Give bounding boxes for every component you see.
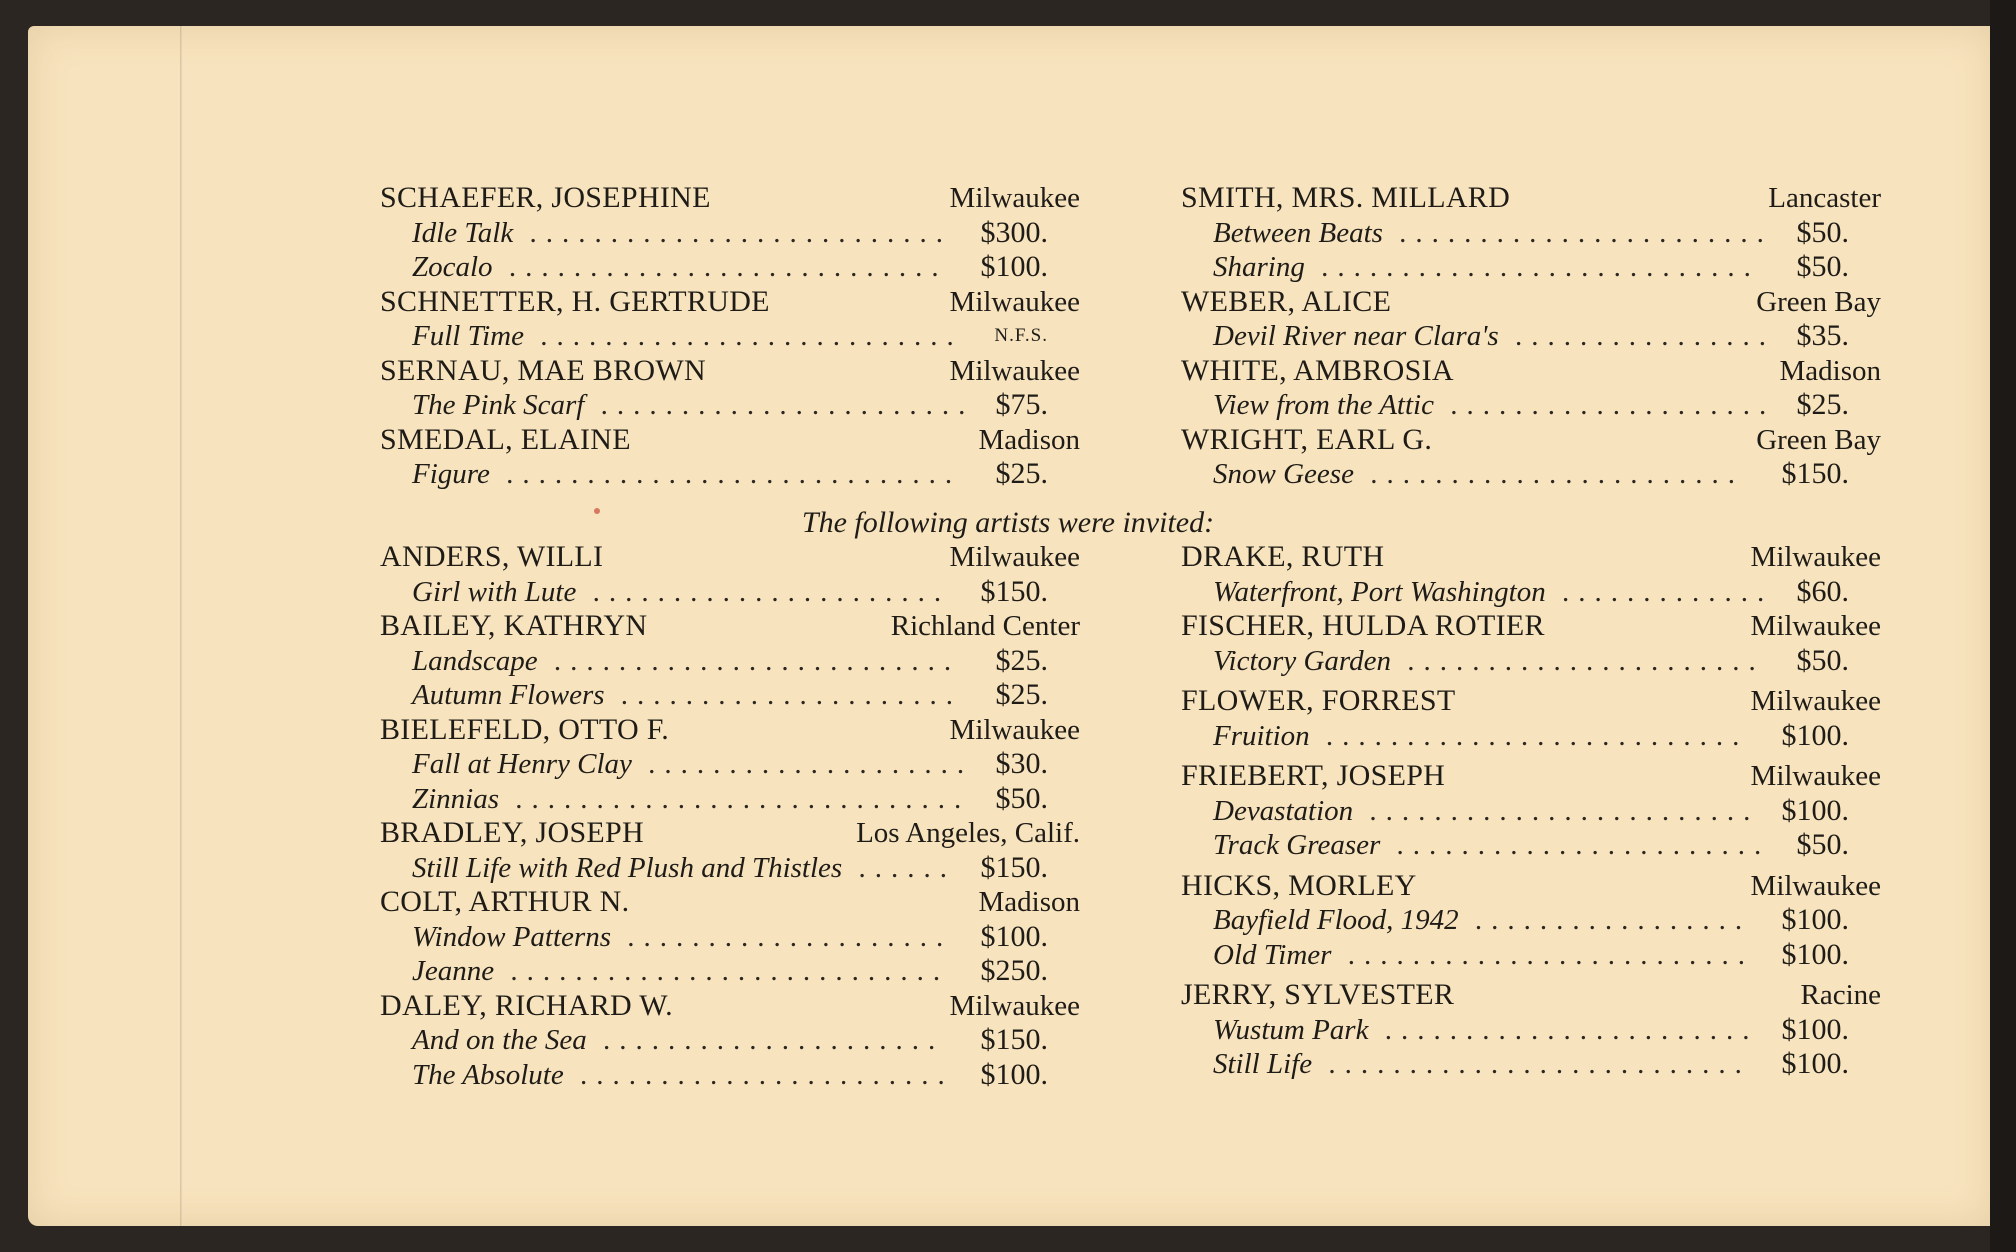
artist-name: COLT, ARTHUR N. [380,885,630,918]
artwork-price: $150. [980,1023,1048,1056]
artwork-price: $100. [1781,903,1849,936]
artwork-title: Jeanne [412,955,495,987]
artist-city: Green Bay [1756,423,1881,456]
artist-city: Richland Center [890,610,1080,642]
artist-name: FISCHER, HULDA ROTIER [1181,609,1545,642]
artist-row [380,181,1080,216]
artwork-title: Snow Geese [1213,458,1354,490]
artwork-row [380,250,1080,285]
leader-dots: .................... [1433,389,1776,421]
section1-left-column [380,181,1080,492]
artist-row [380,285,1080,320]
artwork-price: $50. [1796,828,1849,861]
artist-city: Milwaukee [949,541,1080,573]
artwork-price: $30. [995,747,1048,780]
leader-dots: ........................ [1353,794,1760,827]
artwork-price: $100. [1781,937,1849,971]
leader-dots: ..................... [586,1024,945,1056]
leader-dots: ....................... [1382,216,1773,249]
artwork-title: The Absolute [412,1058,564,1091]
artwork-title: Full Time [412,320,524,352]
artwork-row [380,678,1080,713]
artist-city: Madison [1779,354,1881,387]
leader-dots: ....................... [1380,829,1771,861]
artwork-title: Between Beats [1213,216,1383,249]
leader-dots: .................... [610,920,953,953]
artist-city: Los Angeles, Calif. [856,817,1080,849]
artwork-title: Sharing [1213,251,1305,283]
artwork-price: $100. [1781,718,1849,752]
artwork-row [380,388,1080,423]
artwork-row [380,575,1080,610]
artist-row [380,816,1080,851]
leader-dots: ...................... [576,575,951,608]
leader-dots: ..................... [604,679,963,711]
artist-name: BAILEY, KATHRYN [380,609,648,642]
artwork-title: Zocalo [412,251,493,283]
artist-city: Milwaukee [1750,610,1881,642]
leader-dots: .......................... [1309,719,1749,752]
ink-mark [594,508,600,514]
artwork-row [380,1058,1080,1093]
invited-heading: The following artists were invited: [801,506,1215,539]
leader-dots: .......................... [523,320,963,352]
artist-name: WRIGHT, EARL G. [1181,422,1433,456]
artwork-row [1181,1013,1881,1048]
artwork-price: $100. [980,1057,1048,1091]
leader-dots: ........................... [494,955,950,987]
artist-row [1181,540,1881,575]
page-fold [180,26,183,1226]
artist-name: WHITE, AMBROSIA [1181,353,1454,387]
artist-city: Milwaukee [949,354,1080,387]
artwork-title: The Pink Scarf [412,389,585,421]
artist-city: Milwaukee [1750,760,1881,792]
artist-name: SMITH, MRS. MILLARD [1181,181,1511,214]
artist-name: SERNAU, MAE BROWN [380,353,706,387]
artwork-row [1181,216,1881,251]
section2-right-column [1181,540,1881,1082]
leader-dots: ........................... [1304,251,1760,283]
artist-row [1181,423,1881,458]
leader-dots: ................. [1458,904,1752,936]
artist-city: Milwaukee [1750,685,1881,717]
artwork-price: $25. [995,457,1048,490]
artist-city: Green Bay [1756,285,1881,318]
artwork-title: Girl with Lute [412,575,577,608]
leader-dots: ................ [1498,320,1775,352]
leader-dots: ........................... [492,251,948,283]
artwork-price: N.F.S. [994,325,1048,346]
leader-dots: ....................... [1368,1013,1759,1046]
leader-dots: ....................... [563,1058,954,1091]
artist-row [1181,285,1881,320]
artist-name: SCHAEFER, JOSEPHINE [380,181,711,214]
artwork-row [1181,1047,1881,1082]
artwork-title: Still Life [1213,1048,1313,1080]
artwork-title: Fruition [1213,719,1310,752]
artist-row [1181,978,1881,1013]
artist-city: Milwaukee [949,713,1080,746]
artwork-title: Figure [412,458,490,490]
artist-row [380,885,1080,920]
leader-dots: ............................ [489,458,962,490]
artist-row [1181,609,1881,644]
artwork-row [380,851,1080,886]
artist-city: Lancaster [1768,182,1881,214]
artist-name: HICKS, MORLEY [1181,868,1417,902]
artwork-row [1181,828,1881,863]
artist-name: WEBER, ALICE [1181,284,1392,318]
artwork-row [380,319,1080,354]
artwork-title: Zinnias [412,782,500,815]
artist-name: FRIEBERT, JOSEPH [1181,759,1446,792]
artwork-row [380,216,1080,251]
artist-city: Madison [978,886,1080,918]
artwork-price: $35. [1796,319,1849,352]
artwork-row [1181,575,1881,610]
artist-name: DALEY, RICHARD W. [380,988,673,1022]
artwork-row [1181,794,1881,829]
leader-dots: ....................... [1353,458,1744,490]
leader-dots: ......................... [537,644,961,677]
artwork-price: $60. [1796,574,1849,608]
artwork-price: $150. [1781,457,1849,490]
artwork-price: $50. [995,781,1048,815]
artwork-price: $250. [980,954,1048,987]
leader-dots: .......................... [513,216,952,249]
section2-left-column [380,540,1080,1092]
leader-dots: ............................ [499,782,971,815]
artwork-row [380,457,1080,492]
artwork-title: Victory Garden [1213,644,1391,677]
leader-dots: ............. [1545,575,1774,608]
artwork-row [380,644,1080,679]
artwork-row [1181,250,1881,285]
artwork-price: $100. [1781,793,1849,827]
artwork-row [1181,719,1881,754]
artwork-price: $100. [980,250,1048,283]
artwork-title: View from the Attic [1213,389,1434,421]
leader-dots: .......................... [1312,1048,1751,1080]
leader-dots: ...... [842,851,956,884]
artist-row [380,423,1080,458]
artwork-row [380,920,1080,955]
artist-name: DRAKE, RUTH [1181,540,1385,573]
artwork-row [380,954,1080,989]
artwork-row [1181,388,1881,423]
artwork-title: Waterfront, Port Washington [1213,575,1546,608]
artist-city: Milwaukee [949,182,1080,214]
artwork-title: Idle Talk [412,216,514,249]
artwork-title: Devil River near Clara's [1213,320,1499,352]
artist-city: Racine [1800,979,1881,1011]
artwork-title: Track Greaser [1213,829,1381,861]
artist-city: Milwaukee [949,285,1080,318]
artist-name: BIELEFELD, OTTO F. [380,712,670,746]
artwork-price: $25. [1796,388,1849,421]
section1-right-column [1181,181,1881,492]
artwork-price: $150. [980,574,1048,608]
artist-row [380,713,1080,748]
artwork-row [380,1023,1080,1058]
artist-row [380,354,1080,389]
artwork-title: Still Life with Red Plush and Thistles [412,851,843,884]
artist-name: SMEDAL, ELAINE [380,422,631,456]
artwork-price: $150. [980,850,1048,884]
artist-name: BRADLEY, JOSEPH [380,816,644,849]
leader-dots: ...................... [1390,644,1765,677]
artist-city: Madison [978,423,1080,456]
artwork-row [1181,903,1881,938]
artwork-price: $100. [1781,1047,1849,1080]
artwork-price: $50. [1796,250,1849,283]
artist-row [380,540,1080,575]
artwork-row [1181,644,1881,679]
leader-dots: .................... [631,748,974,780]
artwork-price: $25. [995,643,1048,677]
artwork-price: $100. [1781,1012,1849,1046]
artist-name: SCHNETTER, H. GERTRUDE [380,284,770,318]
artist-row [1181,354,1881,389]
artist-city: Milwaukee [949,989,1080,1022]
artwork-title: Autumn Flowers [412,679,605,711]
artwork-price: $50. [1796,643,1849,677]
artwork-row [1181,938,1881,973]
artwork-row [1181,457,1881,492]
artwork-price: $100. [980,919,1048,953]
artwork-price: $300. [980,215,1048,249]
leader-dots: ......................... [1331,938,1754,971]
artist-city: Milwaukee [1750,541,1881,573]
artwork-row [1181,319,1881,354]
artist-row [1181,181,1881,216]
book-spine [1990,0,2016,1252]
artwork-price: $50. [1796,215,1849,249]
artwork-price: $25. [995,678,1048,711]
artwork-title: Bayfield Flood, 1942 [1213,904,1459,936]
artist-row [380,609,1080,644]
artist-row [380,989,1080,1024]
artwork-row [380,747,1080,782]
artist-name: ANDERS, WILLI [380,540,604,573]
artist-city: Milwaukee [1750,869,1881,902]
artwork-title: Landscape [412,644,538,677]
artist-name: JERRY, SYLVESTER [1181,978,1455,1011]
artist-name: FLOWER, FORREST [1181,684,1456,717]
artwork-title: And on the Sea [412,1024,587,1056]
artwork-title: Old Timer [1213,938,1332,971]
artwork-row [380,782,1080,817]
artist-row [1181,759,1881,794]
artwork-price: $75. [995,388,1048,421]
artist-row [1181,684,1881,719]
leader-dots: ....................... [584,389,975,421]
artwork-title: Fall at Henry Clay [412,748,632,780]
artwork-title: Window Patterns [412,920,611,953]
artwork-title: Devastation [1213,794,1354,827]
artwork-title: Wustum Park [1213,1013,1369,1046]
artist-row [1181,869,1881,904]
